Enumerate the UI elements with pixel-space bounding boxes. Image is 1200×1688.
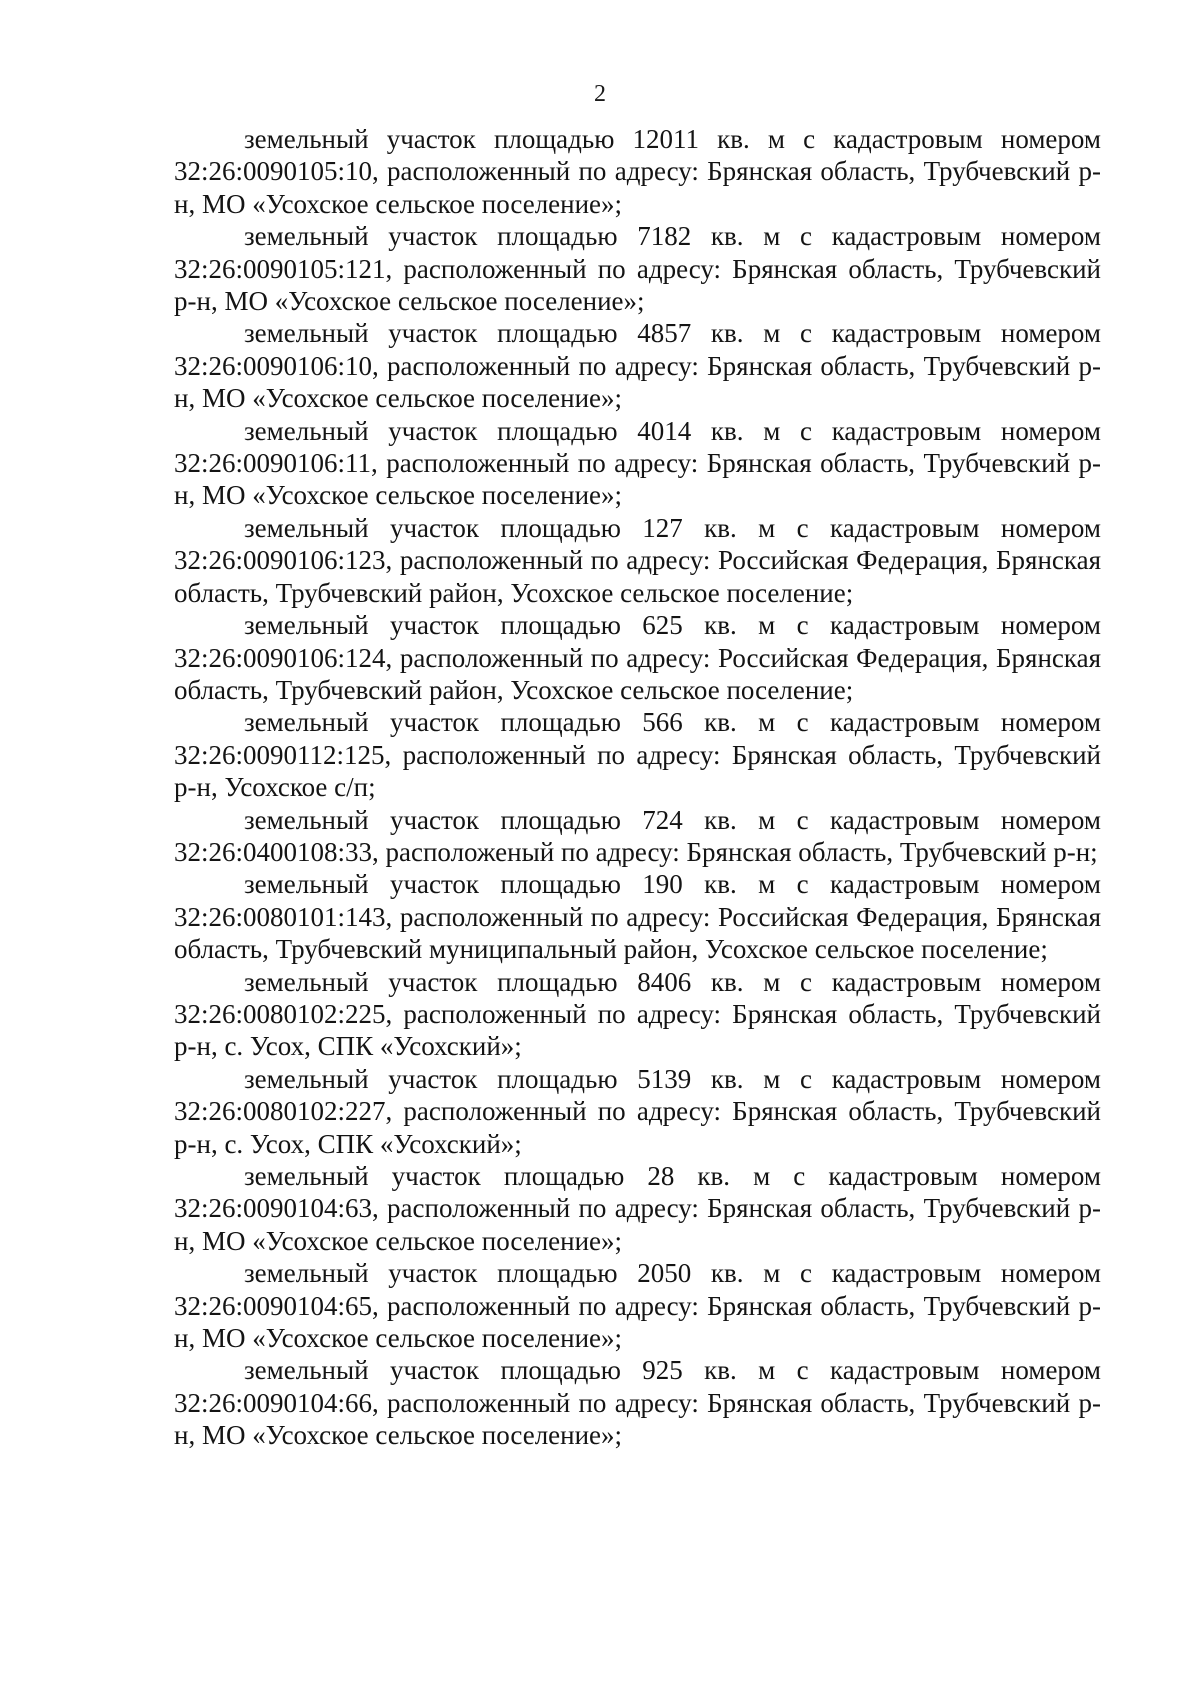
land-plot-paragraph: земельный участок площадью 28 кв. м с кадастровым номером 32:26:0090104:63, расположенный по адресу: Брянская область, Трубчевский р-н, МО «Усохское сельское поселение»; bbox=[174, 1161, 1101, 1256]
land-plot-paragraph: земельный участок площадью 925 кв. м с кадастровым номером 32:26:0090104:66, расположенный по адресу: Брянская область, Трубчевский р-н, МО «Усохское сельское поселение»; bbox=[174, 1355, 1101, 1451]
land-plot-paragraph: земельный участок площадью 12011 кв. м с кадастровым номером 32:26:0090105:10, расположенный по адресу: Брянская область, Трубчевский р-н, МО «Усохское сельское поселение»; bbox=[174, 124, 1101, 219]
land-plot-paragraph: земельный участок площадью 5139 кв. м с кадастровым номером 32:26:0080102:227, расположенный по адресу: Брянская область, Трубчевский р-н, с. Усох, СПК «Усохский»; bbox=[174, 1063, 1101, 1159]
land-plot-paragraph: земельный участок площадью 127 кв. м с кадастровым номером 32:26:0090106:123, расположенный по адресу: Российская Федерация, Брянская область, Трубчевский район, Усохское сельское поселение; bbox=[174, 512, 1101, 608]
land-plot-paragraph: земельный участок площадью 4857 кв. м с кадастровым номером 32:26:0090106:10, расположенный по адресу: Брянская область, Трубчевский р-н, МО «Усохское сельское поселение»; bbox=[174, 318, 1101, 414]
page-number: 2 bbox=[594, 81, 606, 107]
land-plot-paragraph: земельный участок площадью 2050 кв. м с кадастровым номером 32:26:0090104:65, расположенный по адресу: Брянская область, Трубчевский р-н, МО «Усохское сельское поселение»; bbox=[174, 1258, 1101, 1354]
land-plot-paragraph: земельный участок площадью 7182 кв. м с кадастровым номером 32:26:0090105:121, расположенный по адресу: Брянская область, Трубчевский р-н, МО «Усохское сельское поселение»; bbox=[174, 221, 1101, 317]
document-body bbox=[174, 123, 1101, 1452]
land-plot-paragraph: земельный участок площадью 190 кв. м с кадастровым номером 32:26:0080101:143, расположенный по адресу: Российская Федерация, Брянская область, Трубчевский муниципальный район, Усохское сельское поселение; bbox=[174, 869, 1101, 965]
land-plot-paragraph: земельный участок площадью 8406 кв. м с кадастровым номером 32:26:0080102:225, расположенный по адресу: Брянская область, Трубчевский р-н, с. Усох, СПК «Усохский»; bbox=[174, 966, 1101, 1062]
land-plot-paragraph: земельный участок площадью 625 кв. м с кадастровым номером 32:26:0090106:124, расположенный по адресу: Российская Федерация, Брянская область, Трубчевский район, Усохское сельское поселение; bbox=[174, 610, 1101, 705]
land-plot-paragraph: земельный участок площадью 4014 кв. м с кадастровым номером 32:26:0090106:11, расположенный по адресу: Брянская область, Трубчевский р-н, МО «Усохское сельское поселение»; bbox=[174, 415, 1101, 511]
land-plot-paragraph: земельный участок площадью 566 кв. м с кадастровым номером 32:26:0090112:125, расположенный по адресу: Брянская область, Трубчевский р-н, Усохское с/п; bbox=[174, 707, 1101, 803]
land-plot-paragraph: земельный участок площадью 724 кв. м с кадастровым номером 32:26:0400108:33, расположеный по адресу: Брянская область, Трубчевский р-н; bbox=[174, 804, 1101, 867]
